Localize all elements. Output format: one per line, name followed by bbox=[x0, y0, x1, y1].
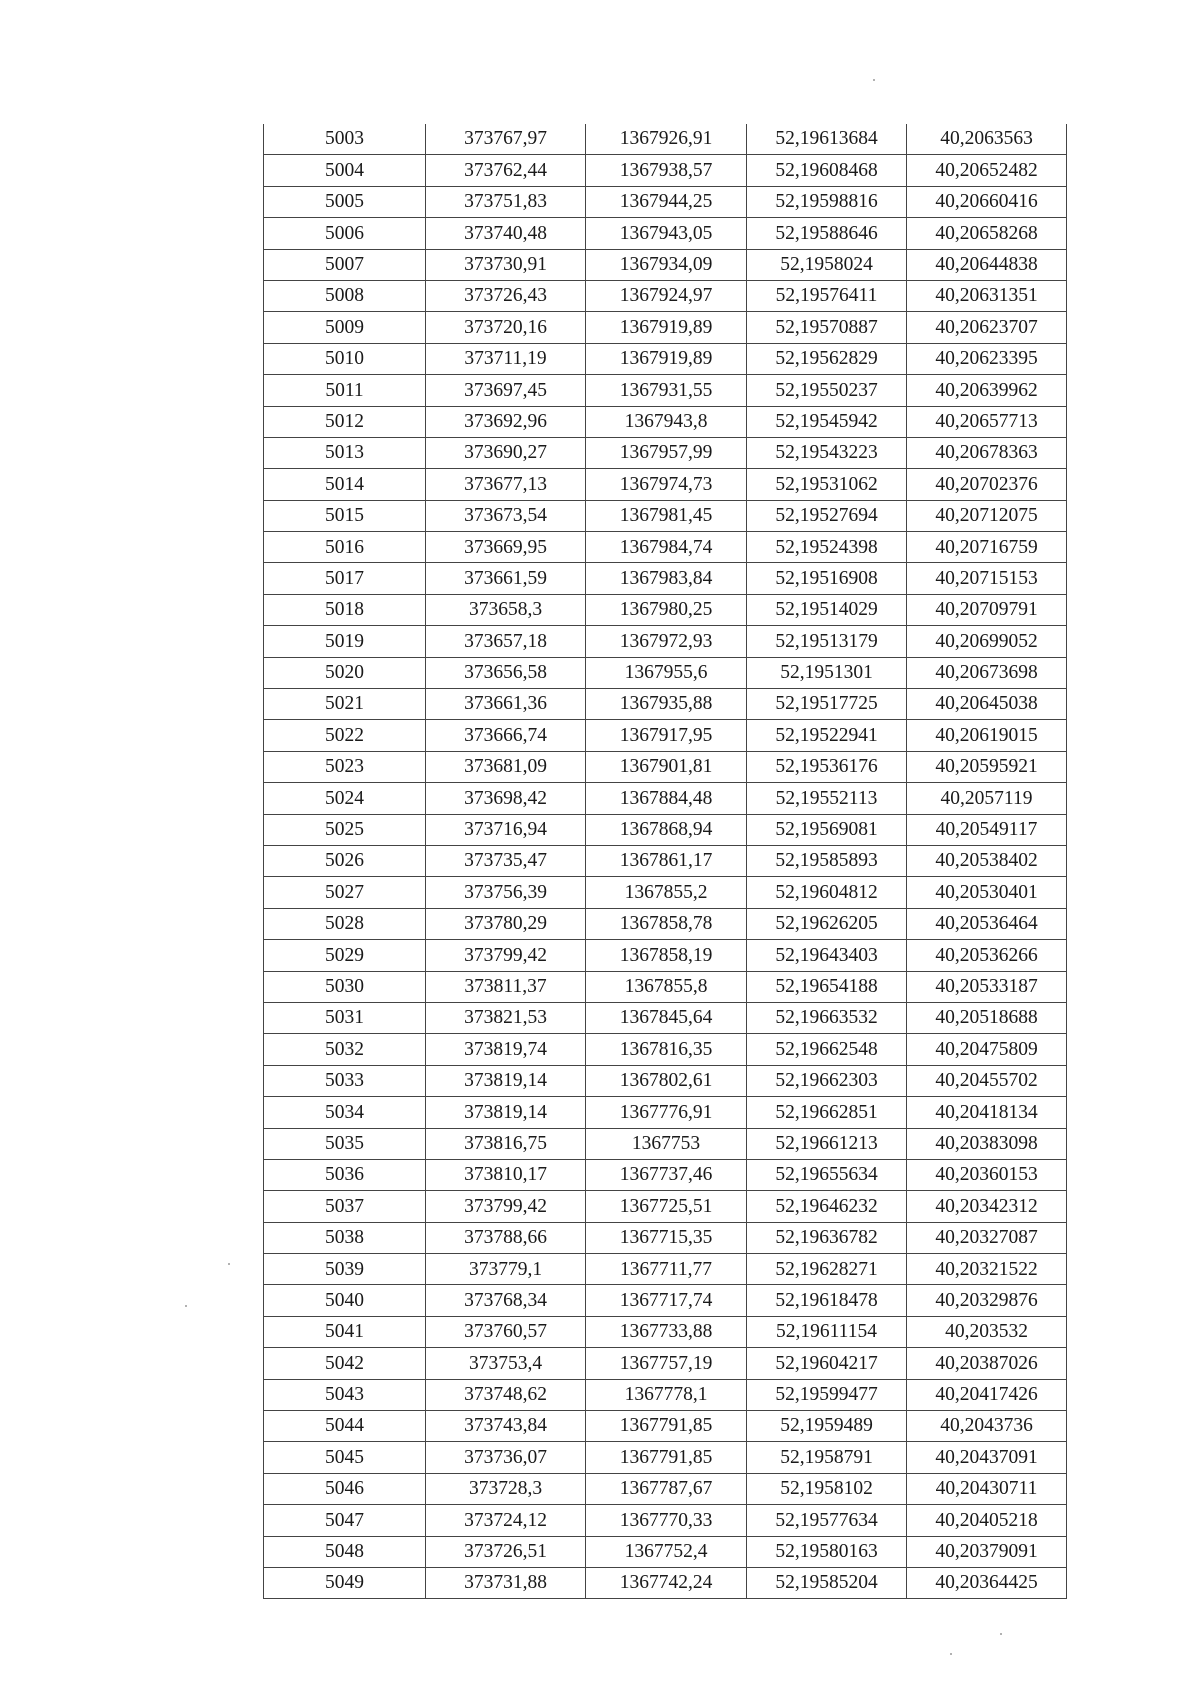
longitude-cell: 40,20619015 bbox=[907, 720, 1067, 751]
table-row bbox=[264, 751, 1067, 782]
scan-speck bbox=[185, 1305, 187, 1307]
longitude-cell: 40,20360153 bbox=[907, 1159, 1067, 1190]
latitude-cell: 52,19608468 bbox=[747, 155, 907, 186]
point-number-cell: 5028 bbox=[264, 908, 426, 939]
point-number-cell: 5013 bbox=[264, 437, 426, 468]
point-number-cell: 5035 bbox=[264, 1128, 426, 1159]
longitude-cell: 40,20321522 bbox=[907, 1254, 1067, 1285]
y-coordinate-cell: 1367980,25 bbox=[586, 594, 747, 625]
latitude-cell: 52,19543223 bbox=[747, 437, 907, 468]
longitude-cell: 40,20623707 bbox=[907, 312, 1067, 343]
latitude-cell: 52,19527694 bbox=[747, 500, 907, 531]
scan-speck bbox=[873, 79, 875, 81]
latitude-cell: 52,1958024 bbox=[747, 249, 907, 280]
y-coordinate-cell: 1367957,99 bbox=[586, 437, 747, 468]
latitude-cell: 52,19599477 bbox=[747, 1379, 907, 1410]
longitude-cell: 40,20379091 bbox=[907, 1536, 1067, 1567]
y-coordinate-cell: 1367791,85 bbox=[586, 1442, 747, 1473]
longitude-cell: 40,20709791 bbox=[907, 594, 1067, 625]
point-number-cell: 5024 bbox=[264, 783, 426, 814]
x-coordinate-cell: 373819,14 bbox=[426, 1065, 586, 1096]
longitude-cell: 40,20652482 bbox=[907, 155, 1067, 186]
point-number-cell: 5036 bbox=[264, 1159, 426, 1190]
point-number-cell: 5015 bbox=[264, 500, 426, 531]
point-number-cell: 5034 bbox=[264, 1097, 426, 1128]
y-coordinate-cell: 1367776,91 bbox=[586, 1097, 747, 1128]
y-coordinate-cell: 1367737,46 bbox=[586, 1159, 747, 1190]
latitude-cell: 52,19604217 bbox=[747, 1348, 907, 1379]
latitude-cell: 52,19661213 bbox=[747, 1128, 907, 1159]
y-coordinate-cell: 1367791,85 bbox=[586, 1411, 747, 1442]
scan-speck bbox=[950, 1653, 952, 1655]
latitude-cell: 52,19626205 bbox=[747, 908, 907, 939]
y-coordinate-cell: 1367711,77 bbox=[586, 1254, 747, 1285]
latitude-cell: 52,19636782 bbox=[747, 1222, 907, 1253]
longitude-cell: 40,20595921 bbox=[907, 751, 1067, 782]
table-row bbox=[264, 1128, 1067, 1159]
point-number-cell: 5031 bbox=[264, 1002, 426, 1033]
table-row bbox=[264, 1473, 1067, 1504]
latitude-cell: 52,1951301 bbox=[747, 657, 907, 688]
x-coordinate-cell: 373748,62 bbox=[426, 1379, 586, 1410]
latitude-cell: 52,19604812 bbox=[747, 877, 907, 908]
latitude-cell: 52,19536176 bbox=[747, 751, 907, 782]
y-coordinate-cell: 1367944,25 bbox=[586, 186, 747, 217]
table-row bbox=[264, 437, 1067, 468]
x-coordinate-cell: 373740,48 bbox=[426, 218, 586, 249]
point-number-cell: 5020 bbox=[264, 657, 426, 688]
point-number-cell: 5004 bbox=[264, 155, 426, 186]
y-coordinate-cell: 1367858,78 bbox=[586, 908, 747, 939]
y-coordinate-cell: 1367868,94 bbox=[586, 814, 747, 845]
point-number-cell: 5012 bbox=[264, 406, 426, 437]
x-coordinate-cell: 373731,88 bbox=[426, 1567, 586, 1598]
point-number-cell: 5046 bbox=[264, 1473, 426, 1504]
x-coordinate-cell: 373819,74 bbox=[426, 1034, 586, 1065]
latitude-cell: 52,1958791 bbox=[747, 1442, 907, 1473]
point-number-cell: 5049 bbox=[264, 1567, 426, 1598]
longitude-cell: 40,20623395 bbox=[907, 343, 1067, 374]
x-coordinate-cell: 373692,96 bbox=[426, 406, 586, 437]
y-coordinate-cell: 1367974,73 bbox=[586, 469, 747, 500]
latitude-cell: 52,19580163 bbox=[747, 1536, 907, 1567]
table-row bbox=[264, 1411, 1067, 1442]
point-number-cell: 5044 bbox=[264, 1411, 426, 1442]
table-row bbox=[264, 626, 1067, 657]
y-coordinate-cell: 1367845,64 bbox=[586, 1002, 747, 1033]
longitude-cell: 40,20538402 bbox=[907, 845, 1067, 876]
x-coordinate-cell: 373816,75 bbox=[426, 1128, 586, 1159]
table-row bbox=[264, 720, 1067, 751]
x-coordinate-cell: 373767,97 bbox=[426, 124, 586, 155]
y-coordinate-cell: 1367984,74 bbox=[586, 532, 747, 563]
point-number-cell: 5016 bbox=[264, 532, 426, 563]
x-coordinate-cell: 373799,42 bbox=[426, 1191, 586, 1222]
latitude-cell: 52,19569081 bbox=[747, 814, 907, 845]
y-coordinate-cell: 1367981,45 bbox=[586, 500, 747, 531]
latitude-cell: 52,19513179 bbox=[747, 626, 907, 657]
x-coordinate-cell: 373673,54 bbox=[426, 500, 586, 531]
y-coordinate-cell: 1367919,89 bbox=[586, 343, 747, 374]
x-coordinate-cell: 373735,47 bbox=[426, 845, 586, 876]
x-coordinate-cell: 373730,91 bbox=[426, 249, 586, 280]
point-number-cell: 5041 bbox=[264, 1316, 426, 1347]
longitude-cell: 40,20549117 bbox=[907, 814, 1067, 845]
table-row bbox=[264, 1536, 1067, 1567]
longitude-cell: 40,203532 bbox=[907, 1316, 1067, 1347]
table-row bbox=[264, 1567, 1067, 1598]
table-row bbox=[264, 469, 1067, 500]
table-row bbox=[264, 1097, 1067, 1128]
x-coordinate-cell: 373810,17 bbox=[426, 1159, 586, 1190]
longitude-cell: 40,20405218 bbox=[907, 1505, 1067, 1536]
latitude-cell: 52,19598816 bbox=[747, 186, 907, 217]
point-number-cell: 5021 bbox=[264, 689, 426, 720]
latitude-cell: 52,19562829 bbox=[747, 343, 907, 374]
x-coordinate-cell: 373726,43 bbox=[426, 280, 586, 311]
table-row bbox=[264, 971, 1067, 1002]
x-coordinate-cell: 373743,84 bbox=[426, 1411, 586, 1442]
x-coordinate-cell: 373690,27 bbox=[426, 437, 586, 468]
point-number-cell: 5038 bbox=[264, 1222, 426, 1253]
table-row bbox=[264, 1159, 1067, 1190]
longitude-cell: 40,20342312 bbox=[907, 1191, 1067, 1222]
point-number-cell: 5040 bbox=[264, 1285, 426, 1316]
table-row bbox=[264, 406, 1067, 437]
x-coordinate-cell: 373661,59 bbox=[426, 563, 586, 594]
longitude-cell: 40,20364425 bbox=[907, 1567, 1067, 1598]
x-coordinate-cell: 373762,44 bbox=[426, 155, 586, 186]
latitude-cell: 52,19643403 bbox=[747, 940, 907, 971]
longitude-cell: 40,20455702 bbox=[907, 1065, 1067, 1096]
table-row bbox=[264, 500, 1067, 531]
table-row bbox=[264, 280, 1067, 311]
point-number-cell: 5022 bbox=[264, 720, 426, 751]
longitude-cell: 40,20430711 bbox=[907, 1473, 1067, 1504]
latitude-cell: 52,19628271 bbox=[747, 1254, 907, 1285]
latitude-cell: 52,19552113 bbox=[747, 783, 907, 814]
longitude-cell: 40,20699052 bbox=[907, 626, 1067, 657]
y-coordinate-cell: 1367972,93 bbox=[586, 626, 747, 657]
table-row bbox=[264, 312, 1067, 343]
latitude-cell: 52,19618478 bbox=[747, 1285, 907, 1316]
latitude-cell: 52,19585893 bbox=[747, 845, 907, 876]
x-coordinate-cell: 373669,95 bbox=[426, 532, 586, 563]
latitude-cell: 52,19514029 bbox=[747, 594, 907, 625]
table-row bbox=[264, 689, 1067, 720]
y-coordinate-cell: 1367725,51 bbox=[586, 1191, 747, 1222]
y-coordinate-cell: 1367787,67 bbox=[586, 1473, 747, 1504]
longitude-cell: 40,20536464 bbox=[907, 908, 1067, 939]
point-number-cell: 5032 bbox=[264, 1034, 426, 1065]
longitude-cell: 40,20712075 bbox=[907, 500, 1067, 531]
x-coordinate-cell: 373656,58 bbox=[426, 657, 586, 688]
longitude-cell: 40,20644838 bbox=[907, 249, 1067, 280]
table-row bbox=[264, 814, 1067, 845]
longitude-cell: 40,20533187 bbox=[907, 971, 1067, 1002]
latitude-cell: 52,19570887 bbox=[747, 312, 907, 343]
y-coordinate-cell: 1367935,88 bbox=[586, 689, 747, 720]
y-coordinate-cell: 1367919,89 bbox=[586, 312, 747, 343]
point-number-cell: 5037 bbox=[264, 1191, 426, 1222]
latitude-cell: 52,19662851 bbox=[747, 1097, 907, 1128]
x-coordinate-cell: 373799,42 bbox=[426, 940, 586, 971]
y-coordinate-cell: 1367858,19 bbox=[586, 940, 747, 971]
x-coordinate-cell: 373780,29 bbox=[426, 908, 586, 939]
longitude-cell: 40,20329876 bbox=[907, 1285, 1067, 1316]
point-number-cell: 5017 bbox=[264, 563, 426, 594]
longitude-cell: 40,20536266 bbox=[907, 940, 1067, 971]
point-number-cell: 5045 bbox=[264, 1442, 426, 1473]
table-row bbox=[264, 124, 1067, 155]
point-number-cell: 5023 bbox=[264, 751, 426, 782]
y-coordinate-cell: 1367943,8 bbox=[586, 406, 747, 437]
x-coordinate-cell: 373751,83 bbox=[426, 186, 586, 217]
table-row bbox=[264, 1034, 1067, 1065]
latitude-cell: 52,19613684 bbox=[747, 124, 907, 155]
y-coordinate-cell: 1367931,55 bbox=[586, 375, 747, 406]
scan-speck bbox=[228, 1263, 230, 1265]
y-coordinate-cell: 1367802,61 bbox=[586, 1065, 747, 1096]
longitude-cell: 40,20639962 bbox=[907, 375, 1067, 406]
point-number-cell: 5039 bbox=[264, 1254, 426, 1285]
longitude-cell: 40,20658268 bbox=[907, 218, 1067, 249]
point-number-cell: 5014 bbox=[264, 469, 426, 500]
scan-speck bbox=[1000, 1633, 1002, 1635]
y-coordinate-cell: 1367938,57 bbox=[586, 155, 747, 186]
point-number-cell: 5033 bbox=[264, 1065, 426, 1096]
y-coordinate-cell: 1367816,35 bbox=[586, 1034, 747, 1065]
x-coordinate-cell: 373697,45 bbox=[426, 375, 586, 406]
point-number-cell: 5010 bbox=[264, 343, 426, 374]
latitude-cell: 52,19662303 bbox=[747, 1065, 907, 1096]
point-number-cell: 5042 bbox=[264, 1348, 426, 1379]
longitude-cell: 40,20530401 bbox=[907, 877, 1067, 908]
x-coordinate-cell: 373760,57 bbox=[426, 1316, 586, 1347]
latitude-cell: 52,19550237 bbox=[747, 375, 907, 406]
x-coordinate-cell: 373728,3 bbox=[426, 1473, 586, 1504]
point-number-cell: 5003 bbox=[264, 124, 426, 155]
longitude-cell: 40,20475809 bbox=[907, 1034, 1067, 1065]
latitude-cell: 52,19517725 bbox=[747, 689, 907, 720]
x-coordinate-cell: 373681,09 bbox=[426, 751, 586, 782]
table-row bbox=[264, 1442, 1067, 1473]
latitude-cell: 52,1958102 bbox=[747, 1473, 907, 1504]
point-number-cell: 5006 bbox=[264, 218, 426, 249]
longitude-cell: 40,20418134 bbox=[907, 1097, 1067, 1128]
longitude-cell: 40,2057119 bbox=[907, 783, 1067, 814]
point-number-cell: 5007 bbox=[264, 249, 426, 280]
table-row bbox=[264, 1285, 1067, 1316]
y-coordinate-cell: 1367855,8 bbox=[586, 971, 747, 1002]
table-row bbox=[264, 1222, 1067, 1253]
table-row bbox=[264, 1254, 1067, 1285]
table-row bbox=[264, 375, 1067, 406]
longitude-cell: 40,20673698 bbox=[907, 657, 1067, 688]
longitude-cell: 40,20417426 bbox=[907, 1379, 1067, 1410]
table-row bbox=[264, 563, 1067, 594]
table-row bbox=[264, 657, 1067, 688]
latitude-cell: 52,19585204 bbox=[747, 1567, 907, 1598]
longitude-cell: 40,20437091 bbox=[907, 1442, 1067, 1473]
latitude-cell: 52,19516908 bbox=[747, 563, 907, 594]
longitude-cell: 40,2063563 bbox=[907, 124, 1067, 155]
y-coordinate-cell: 1367717,74 bbox=[586, 1285, 747, 1316]
x-coordinate-cell: 373677,13 bbox=[426, 469, 586, 500]
point-number-cell: 5019 bbox=[264, 626, 426, 657]
table-row bbox=[264, 845, 1067, 876]
point-number-cell: 5047 bbox=[264, 1505, 426, 1536]
y-coordinate-cell: 1367742,24 bbox=[586, 1567, 747, 1598]
y-coordinate-cell: 1367778,1 bbox=[586, 1379, 747, 1410]
y-coordinate-cell: 1367757,19 bbox=[586, 1348, 747, 1379]
x-coordinate-cell: 373768,34 bbox=[426, 1285, 586, 1316]
table-row bbox=[264, 1002, 1067, 1033]
latitude-cell: 52,19531062 bbox=[747, 469, 907, 500]
latitude-cell: 52,19522941 bbox=[747, 720, 907, 751]
x-coordinate-cell: 373753,4 bbox=[426, 1348, 586, 1379]
x-coordinate-cell: 373666,74 bbox=[426, 720, 586, 751]
longitude-cell: 40,20702376 bbox=[907, 469, 1067, 500]
y-coordinate-cell: 1367733,88 bbox=[586, 1316, 747, 1347]
x-coordinate-cell: 373821,53 bbox=[426, 1002, 586, 1033]
x-coordinate-cell: 373811,37 bbox=[426, 971, 586, 1002]
longitude-cell: 40,20387026 bbox=[907, 1348, 1067, 1379]
latitude-cell: 52,19662548 bbox=[747, 1034, 907, 1065]
x-coordinate-cell: 373736,07 bbox=[426, 1442, 586, 1473]
table-row bbox=[264, 1505, 1067, 1536]
longitude-cell: 40,20518688 bbox=[907, 1002, 1067, 1033]
coordinates-table bbox=[263, 124, 1067, 1599]
x-coordinate-cell: 373726,51 bbox=[426, 1536, 586, 1567]
table-row bbox=[264, 155, 1067, 186]
y-coordinate-cell: 1367926,91 bbox=[586, 124, 747, 155]
x-coordinate-cell: 373720,16 bbox=[426, 312, 586, 343]
y-coordinate-cell: 1367983,84 bbox=[586, 563, 747, 594]
table-row bbox=[264, 343, 1067, 374]
latitude-cell: 52,19663532 bbox=[747, 1002, 907, 1033]
point-number-cell: 5008 bbox=[264, 280, 426, 311]
latitude-cell: 52,19611154 bbox=[747, 1316, 907, 1347]
y-coordinate-cell: 1367934,09 bbox=[586, 249, 747, 280]
y-coordinate-cell: 1367861,17 bbox=[586, 845, 747, 876]
x-coordinate-cell: 373658,3 bbox=[426, 594, 586, 625]
point-number-cell: 5009 bbox=[264, 312, 426, 343]
table-row bbox=[264, 594, 1067, 625]
point-number-cell: 5043 bbox=[264, 1379, 426, 1410]
x-coordinate-cell: 373724,12 bbox=[426, 1505, 586, 1536]
table-row bbox=[264, 249, 1067, 280]
longitude-cell: 40,2043736 bbox=[907, 1411, 1067, 1442]
x-coordinate-cell: 373756,39 bbox=[426, 877, 586, 908]
y-coordinate-cell: 1367855,2 bbox=[586, 877, 747, 908]
table-row bbox=[264, 1379, 1067, 1410]
longitude-cell: 40,20631351 bbox=[907, 280, 1067, 311]
table-row bbox=[264, 908, 1067, 939]
point-number-cell: 5048 bbox=[264, 1536, 426, 1567]
coordinates-table-body bbox=[264, 124, 1067, 1599]
table-row bbox=[264, 186, 1067, 217]
point-number-cell: 5030 bbox=[264, 971, 426, 1002]
y-coordinate-cell: 1367715,35 bbox=[586, 1222, 747, 1253]
table-row bbox=[264, 1348, 1067, 1379]
table-row bbox=[264, 940, 1067, 971]
table-row bbox=[264, 1065, 1067, 1096]
table-row bbox=[264, 218, 1067, 249]
table-row bbox=[264, 532, 1067, 563]
x-coordinate-cell: 373788,66 bbox=[426, 1222, 586, 1253]
x-coordinate-cell: 373657,18 bbox=[426, 626, 586, 657]
x-coordinate-cell: 373779,1 bbox=[426, 1254, 586, 1285]
latitude-cell: 52,19545942 bbox=[747, 406, 907, 437]
x-coordinate-cell: 373698,42 bbox=[426, 783, 586, 814]
y-coordinate-cell: 1367917,95 bbox=[586, 720, 747, 751]
latitude-cell: 52,19655634 bbox=[747, 1159, 907, 1190]
y-coordinate-cell: 1367770,33 bbox=[586, 1505, 747, 1536]
table-row bbox=[264, 877, 1067, 908]
y-coordinate-cell: 1367884,48 bbox=[586, 783, 747, 814]
latitude-cell: 52,19654188 bbox=[747, 971, 907, 1002]
longitude-cell: 40,20715153 bbox=[907, 563, 1067, 594]
latitude-cell: 52,19524398 bbox=[747, 532, 907, 563]
point-number-cell: 5025 bbox=[264, 814, 426, 845]
x-coordinate-cell: 373661,36 bbox=[426, 689, 586, 720]
point-number-cell: 5026 bbox=[264, 845, 426, 876]
longitude-cell: 40,20645038 bbox=[907, 689, 1067, 720]
latitude-cell: 52,1959489 bbox=[747, 1411, 907, 1442]
longitude-cell: 40,20383098 bbox=[907, 1128, 1067, 1159]
y-coordinate-cell: 1367924,97 bbox=[586, 280, 747, 311]
longitude-cell: 40,20660416 bbox=[907, 186, 1067, 217]
y-coordinate-cell: 1367753 bbox=[586, 1128, 747, 1159]
x-coordinate-cell: 373819,14 bbox=[426, 1097, 586, 1128]
x-coordinate-cell: 373711,19 bbox=[426, 343, 586, 374]
table-row bbox=[264, 1191, 1067, 1222]
y-coordinate-cell: 1367943,05 bbox=[586, 218, 747, 249]
point-number-cell: 5018 bbox=[264, 594, 426, 625]
point-number-cell: 5027 bbox=[264, 877, 426, 908]
point-number-cell: 5011 bbox=[264, 375, 426, 406]
latitude-cell: 52,19577634 bbox=[747, 1505, 907, 1536]
y-coordinate-cell: 1367752,4 bbox=[586, 1536, 747, 1567]
latitude-cell: 52,19588646 bbox=[747, 218, 907, 249]
point-number-cell: 5005 bbox=[264, 186, 426, 217]
latitude-cell: 52,19576411 bbox=[747, 280, 907, 311]
y-coordinate-cell: 1367955,6 bbox=[586, 657, 747, 688]
table-row bbox=[264, 783, 1067, 814]
latitude-cell: 52,19646232 bbox=[747, 1191, 907, 1222]
longitude-cell: 40,20678363 bbox=[907, 437, 1067, 468]
point-number-cell: 5029 bbox=[264, 940, 426, 971]
longitude-cell: 40,20327087 bbox=[907, 1222, 1067, 1253]
y-coordinate-cell: 1367901,81 bbox=[586, 751, 747, 782]
longitude-cell: 40,20716759 bbox=[907, 532, 1067, 563]
x-coordinate-cell: 373716,94 bbox=[426, 814, 586, 845]
longitude-cell: 40,20657713 bbox=[907, 406, 1067, 437]
table-row bbox=[264, 1316, 1067, 1347]
